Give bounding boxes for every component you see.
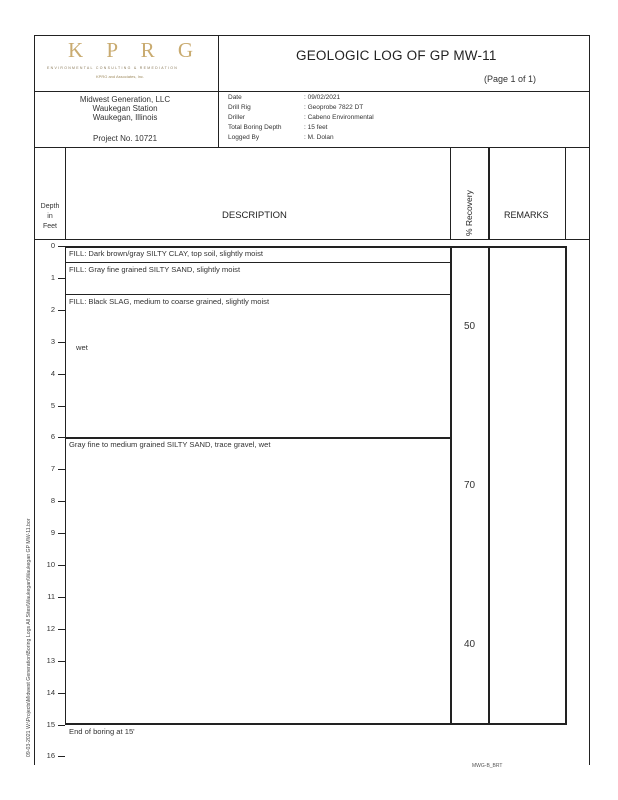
info-label: Logged By — [228, 134, 260, 141]
depth-tick-label: 5 — [50, 400, 55, 410]
depth-tick-label: 15 — [46, 719, 55, 729]
info-label: Date — [228, 94, 242, 101]
recovery-header: % Recovery — [464, 190, 474, 236]
depth-tick — [58, 597, 65, 598]
depth-tick-label: 2 — [50, 304, 55, 314]
info-label: Total Boring Depth — [228, 124, 282, 131]
file-path-note: 09-03-2021 W:\Projects\Midwest Generation\Boring Logs All Sites\Waukegan\Waukegan GP MW-11.bor — [26, 518, 32, 757]
depth-header: Depth in Feet — [40, 203, 60, 230]
footer-code: MWG-B_BRT — [472, 763, 503, 769]
depth-tick — [58, 693, 65, 694]
info-value: : M. Dolan — [304, 134, 334, 141]
layer-description: FILL: Dark brown/gray SILTY CLAY, top soil, slightly moist — [69, 249, 263, 258]
depth-tick-label: 11 — [47, 591, 55, 601]
layer-description: FILL: Gray fine grained SILTY SAND, slightly moist — [69, 265, 241, 274]
page-title: GEOLOGIC LOG OF GP MW-11 — [296, 48, 497, 63]
project-number: Project No. 10721 — [93, 134, 158, 143]
depth-tick-label: 9 — [50, 528, 55, 538]
depth-tick — [58, 725, 65, 726]
page-number: (Page 1 of 1) — [484, 74, 537, 84]
info-label: Driller — [228, 114, 245, 121]
logo-subtext: KPRG and Associates, Inc. — [96, 74, 145, 79]
depth-tick-label: 12 — [46, 623, 55, 633]
depth-tick — [58, 501, 65, 502]
client-company: Midwest Generation, LLC — [79, 95, 171, 104]
depth-tick-label: 4 — [50, 368, 55, 378]
remarks-header: REMARKS — [504, 210, 549, 220]
depth-tick — [58, 469, 65, 470]
depth-tick — [58, 629, 65, 630]
depth-tick-label: 16 — [46, 751, 55, 761]
end-of-boring: End of boring at 15' — [69, 727, 135, 736]
depth-tick — [58, 406, 65, 407]
depth-tick — [58, 437, 65, 438]
depth-tick — [58, 565, 65, 566]
description-header: DESCRIPTION — [222, 210, 287, 221]
depth-tick-label: 10 — [46, 560, 55, 569]
depth-tick — [58, 310, 65, 311]
info-value: : Geoprobe 7822 DT — [304, 104, 364, 111]
depth-tick — [58, 374, 65, 375]
client-station: Waukegan Station — [92, 104, 158, 113]
layer-description: FILL: Black SLAG, medium to coarse grained, slightly moist — [69, 297, 270, 306]
wet-note: wet — [76, 343, 88, 352]
depth-tick-label: 7 — [50, 464, 55, 474]
depth-tick — [58, 246, 65, 247]
info-value: : Cabeno Environmental — [304, 114, 374, 121]
logo-tagline: ENVIRONMENTAL CONSULTING & REMEDIATION — [47, 66, 179, 70]
client-location: Waukegan, Illinois — [92, 113, 158, 122]
depth-tick-label: 14 — [46, 687, 55, 697]
depth-tick — [58, 278, 65, 279]
info-value: : 09/02/2021 — [304, 94, 341, 101]
recovery-value: 50 — [464, 321, 476, 332]
depth-tick-label: 6 — [50, 432, 55, 442]
depth-tick-label: 1 — [50, 272, 55, 282]
info-label: Drill Rig — [228, 104, 251, 111]
recovery-value: 40 — [464, 639, 476, 650]
recovery-value: 70 — [464, 480, 476, 491]
layer-description: Gray fine to medium grained SILTY SAND, trace gravel, wet — [69, 440, 271, 449]
depth-tick — [58, 661, 65, 662]
depth-tick-label: 13 — [46, 655, 55, 665]
depth-tick — [58, 756, 65, 757]
info-value: : 15 feet — [304, 124, 328, 131]
depth-tick-label: 8 — [50, 496, 55, 506]
depth-tick-label: 0 — [50, 241, 55, 250]
depth-tick-label: 3 — [50, 336, 55, 346]
depth-tick — [58, 342, 65, 343]
logo-letters: K P R G — [68, 38, 202, 62]
depth-tick — [58, 533, 65, 534]
